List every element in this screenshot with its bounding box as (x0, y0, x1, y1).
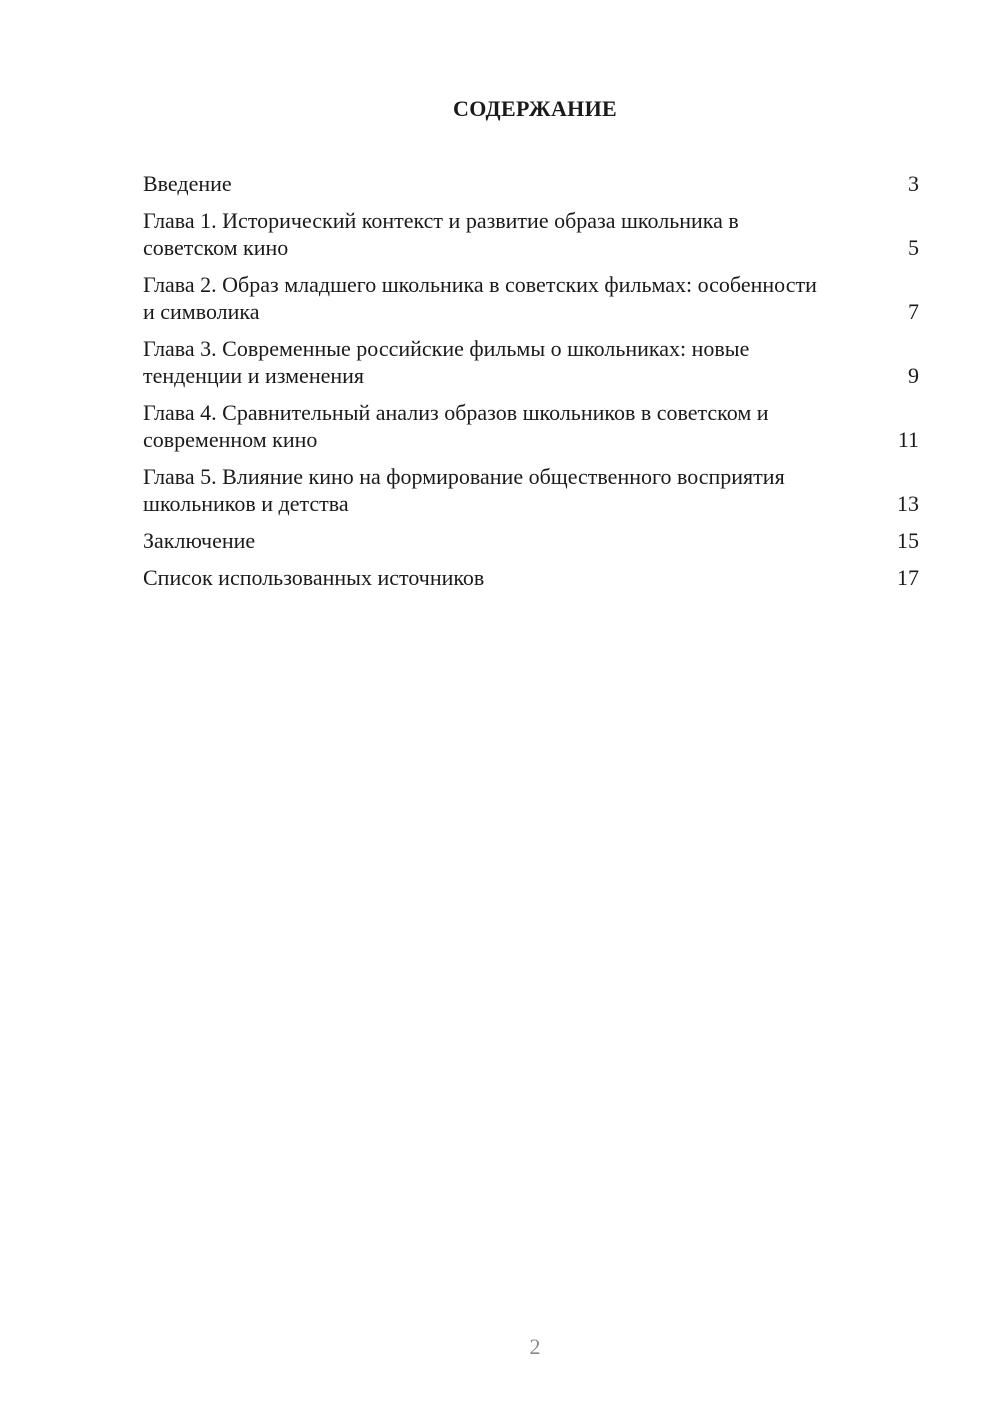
toc-entry-conclusion[interactable] (143, 527, 919, 554)
table-of-contents (143, 170, 919, 601)
toc-entry-title: Введение (143, 171, 232, 196)
toc-entry-title: Глава 2. Образ младшего школьника в советских фильмах: особенности и символика (143, 272, 817, 324)
toc-entry-chapter-3[interactable] (143, 335, 919, 389)
toc-entry-page: 9 (908, 363, 919, 388)
toc-entry-title: Глава 1. Исторический контекст и развитие образа школьника в советском кино (143, 208, 739, 260)
toc-entry-title: Глава 3. Современные российские фильмы о школьниках: новые тенденции и изменения (143, 336, 750, 388)
toc-entry-title: Глава 5. Влияние кино на формирование общественного восприятия школьников и детства (143, 464, 785, 516)
toc-entry-chapter-1[interactable] (143, 207, 919, 261)
toc-entry-title: Глава 4. Сравнительный анализ образов школьников в советском и современном кино (143, 400, 769, 452)
toc-entry-introduction[interactable] (143, 170, 919, 197)
toc-entry-page: 13 (897, 491, 919, 516)
toc-entry-page: 5 (908, 235, 919, 260)
toc-entry-chapter-2[interactable] (143, 271, 919, 325)
toc-entry-title: Заключение (143, 528, 256, 553)
toc-entry-page: 7 (908, 299, 919, 324)
toc-entry-page: 17 (897, 565, 919, 590)
toc-entry-page: 11 (897, 427, 919, 452)
toc-entry-references[interactable] (143, 564, 919, 591)
page-title: СОДЕРЖАНИЕ (453, 96, 617, 121)
toc-entry-page: 15 (897, 528, 919, 553)
toc-entry-chapter-4[interactable] (143, 399, 919, 453)
toc-entry-chapter-5[interactable] (143, 463, 919, 517)
toc-entry-page: 3 (908, 171, 919, 196)
page-number: 2 (529, 1334, 541, 1359)
toc-entry-title: Список использованных источников (143, 565, 485, 590)
